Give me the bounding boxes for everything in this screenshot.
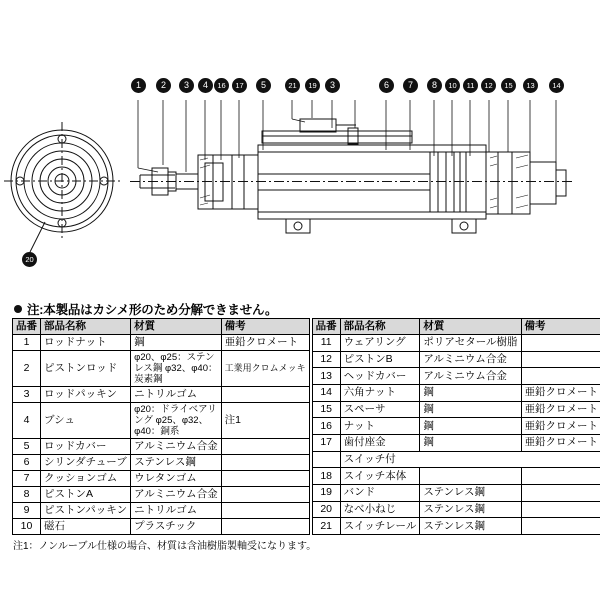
callout-12: 12 xyxy=(481,78,496,93)
callout-17: 17 xyxy=(232,78,247,93)
table-row: 5 ロッドカバー アルミニウム合金 xyxy=(13,439,310,455)
table-row: 17 歯付座金 鋼 亜鉛クロメート xyxy=(312,434,600,451)
note-bullet-icon xyxy=(14,305,22,313)
parts-table-right xyxy=(312,318,600,535)
table-row: 8 ピストンA アルミニウム合金 xyxy=(13,487,310,503)
table-row: 7 クッションゴム ウレタンゴム xyxy=(13,471,310,487)
table-row: 18 スイッチ本体 xyxy=(312,468,600,485)
table-header-row xyxy=(13,319,310,335)
table-row: 6 シリンダチューブ ステンレス鋼 xyxy=(13,455,310,471)
col-remark: 備考 xyxy=(221,319,309,335)
table-row: 13 ヘッドカバー アルミニウム合金 xyxy=(312,368,600,385)
callout-21: 21 xyxy=(285,78,300,93)
parts-table-left xyxy=(12,318,310,535)
callout-1: 1 xyxy=(131,78,146,93)
table-row: 10 磁石 プラスチック xyxy=(13,519,310,535)
table-row: 12 ピストンB アルミニウム合金 xyxy=(312,351,600,368)
table-header-row xyxy=(312,319,600,335)
callout-3b: 3 xyxy=(325,78,340,93)
callout-10: 10 xyxy=(445,78,460,93)
table-row: 11 ウェアリング ポリアセタール樹脂 xyxy=(312,335,600,352)
footnote-text: 注1：ノンルーブル仕様の場合、材質は含油樹脂製軸受になります。 xyxy=(13,541,317,552)
table-row: 3 ロッドパッキン ニトリルゴム xyxy=(13,387,310,403)
table-row: 21 スイッチレール ステンレス鋼 xyxy=(312,518,600,535)
callout-20: 20 xyxy=(22,252,37,267)
col-remark: 備考 xyxy=(521,319,600,335)
callout-5: 5 xyxy=(256,78,271,93)
parts-tables xyxy=(12,318,599,535)
col-no: 品番 xyxy=(312,319,340,335)
callout-3: 3 xyxy=(179,78,194,93)
callout-8: 8 xyxy=(427,78,442,93)
callout-11: 11 xyxy=(463,78,478,93)
col-name: 部品名称 xyxy=(41,319,131,335)
col-material: 材質 xyxy=(131,319,221,335)
table-row: 14 六角ナット 鋼 亜鉛クロメート xyxy=(312,384,600,401)
assembly-note xyxy=(14,300,277,318)
callout-7: 7 xyxy=(403,78,418,93)
table-row: 20 なべ小ねじ ステンレス鋼 xyxy=(312,501,600,518)
note-text: 注:本製品はカシメ形のため分解できません。 xyxy=(27,303,278,317)
col-material: 材質 xyxy=(420,319,521,335)
cylinder-assembly-drawing xyxy=(0,0,600,292)
callout-15: 15 xyxy=(501,78,516,93)
table-row-switch-group: スイッチ付 xyxy=(312,451,600,468)
table-row: 15 スペーサ 鋼 亜鉛クロメート xyxy=(312,401,600,418)
table-row: 4 ブシュ φ20：ドライベアリング φ25、φ32、φ40：銅系 注1 xyxy=(13,403,310,439)
table-row: 16 ナット 鋼 亜鉛クロメート xyxy=(312,418,600,435)
callout-2: 2 xyxy=(156,78,171,93)
callout-16: 16 xyxy=(214,78,229,93)
callout-13: 13 xyxy=(523,78,538,93)
callout-6: 6 xyxy=(379,78,394,93)
callout-4: 4 xyxy=(198,78,213,93)
table-row: 9 ピストンパッキン ニトリルゴム xyxy=(13,503,310,519)
callout-19: 19 xyxy=(305,78,320,93)
callout-14: 14 xyxy=(549,78,564,93)
table-row: 2 ピストンロッド φ20、φ25：ステンレス鋼 φ32、φ40：炭素鋼 工業用クロムメッキ xyxy=(13,351,310,387)
table-row: 1 ロッドナット 鋼 亜鉛クロメート xyxy=(13,335,310,351)
col-name: 部品名称 xyxy=(340,319,420,335)
col-no: 品番 xyxy=(13,319,41,335)
drawing-svg xyxy=(0,0,600,292)
table-row: 19 バンド ステンレス鋼 xyxy=(312,484,600,501)
